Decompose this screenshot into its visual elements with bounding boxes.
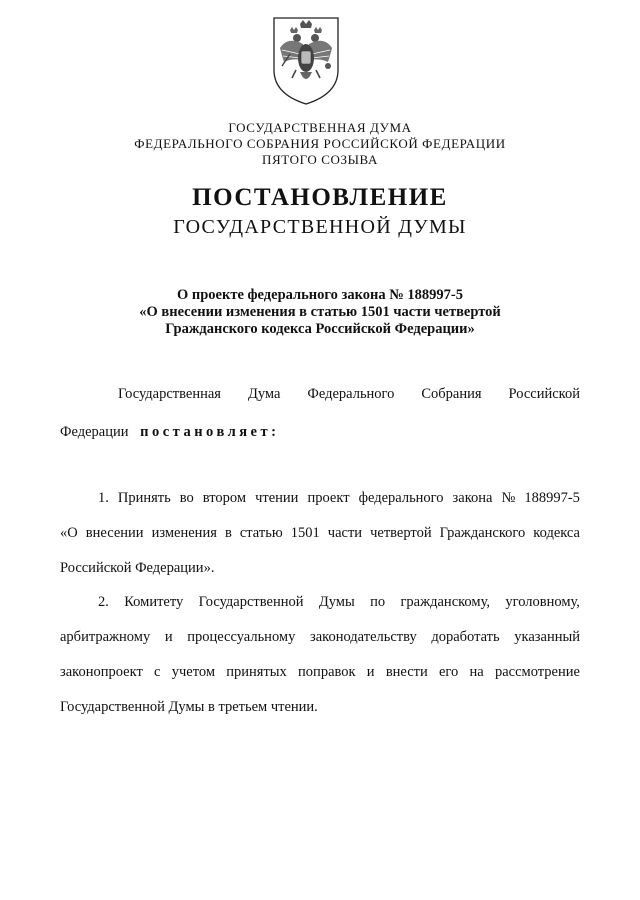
word: и [164,629,173,645]
word: 1501 [290,525,320,541]
subject-line-2: «О внесении изменения в статью 1501 части четвертой [139,304,501,320]
word: четвертой [370,525,432,541]
word: № [501,490,516,506]
preamble-line-2 [60,424,279,441]
word: рассмотрение [494,664,580,680]
word: во [179,490,194,506]
header-line-3: ПЯТОГО СОЗЫВА [262,152,378,167]
preamble-prefix: Федерации [60,424,129,440]
word: указанный [514,629,580,645]
paragraph-2-line-4: Государственной Думы в третьем чтении. [60,699,318,715]
word: его [439,664,459,680]
word: 2. [98,594,109,610]
word: в [224,525,232,541]
word: втором [202,490,247,506]
word: внесении [85,525,144,541]
document-subject [0,287,640,338]
word: процессуальному [187,629,296,645]
subject-line-1: О проекте федерального закона № 188997-5 [176,287,464,303]
preamble-line-1 [118,386,580,403]
preamble-word: Государственная [118,386,221,402]
word: изменения [151,525,217,541]
word: поправок [298,664,356,680]
preamble-word: Собрания [421,386,482,402]
word: гражданскому, [400,594,491,610]
subject-line-3: Гражданского кодекса Российской Федерации» [165,321,475,337]
paragraph-2 [60,585,580,725]
issuer-header [0,120,640,168]
decree-word: постановляет: [140,424,280,440]
word: части [327,525,363,541]
word: «О [60,525,78,541]
word: федерального [358,490,444,506]
preamble-word: Российской [508,386,580,402]
preamble-word: Дума [247,386,281,402]
word: уголовному, [505,594,580,610]
header-line-1: ГОСУДАРСТВЕННАЯ ДУМА [228,120,412,135]
word: законодательству [309,629,417,645]
word: законопроект [60,664,143,680]
word: Комитету [124,594,184,610]
word: Государственной [198,594,304,610]
word: Гражданского [439,525,526,541]
word: чтении [255,490,299,506]
paragraph-1-line-1 [60,481,580,516]
word: проект [307,490,350,506]
paragraph-2-line-2 [60,620,580,655]
word: внести [385,664,428,680]
coat-of-arms-emblem [270,14,342,106]
word: и [366,664,375,680]
paragraph-1-line-3: Российской Федерации». [60,560,215,576]
word: доработать [431,629,500,645]
word: на [469,664,484,680]
paragraph-1-line-2 [60,516,580,551]
word: с [154,664,161,680]
word: 1. [98,490,109,506]
word: Принять [117,490,171,506]
document-issuer-title: ГОСУДАРСТВЕННОЙ ДУМЫ [173,216,467,238]
word: Думы [318,594,355,610]
paragraph-2-line-3 [60,655,580,690]
word: арбитражному [60,629,151,645]
preamble-word: Федерального [307,386,395,402]
paragraph-1 [60,481,580,586]
word: статью [239,525,283,541]
word: учетом [171,664,216,680]
word: 188997-5 [524,490,580,506]
word: по [370,594,386,610]
word: принятых [226,664,287,680]
document-type-title: ПОСТАНОВЛЕНИЕ [192,184,448,211]
word: кодекса [533,525,580,541]
paragraph-2-line-1 [60,585,580,620]
word: закона [452,490,493,506]
header-line-2: ФЕДЕРАЛЬНОГО СОБРАНИЯ РОССИЙСКОЙ ФЕДЕРАЦИИ [134,136,506,151]
